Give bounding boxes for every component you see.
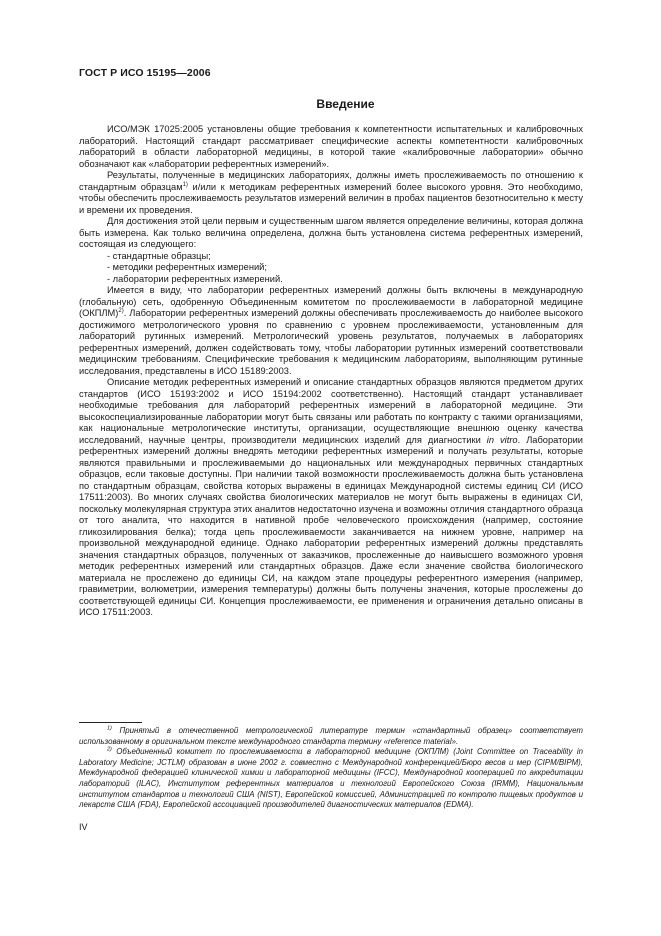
footnote-ref-1: 1) [182,181,188,188]
paragraph-2: Результаты, полученные в медицинских лабораториях, должны иметь прослеживаемость по отношению к стандартным образцам$^{1)}$ и/или к методикам референтных измерений более высокого уровня. Это необходимо, чтобы обеспечить прослеживаемость результатов измерений величин в пробах пациентов безотносительно к месту и времени их проведения. [79,170,583,215]
footnote-divider [79,722,142,723]
list-item: - методики референтных измерений; [107,262,267,272]
page-number: IV [79,822,88,832]
document-header: ГОСТ Р ИСО 15195—2006 [79,67,211,79]
section-title-text: Введение [316,97,375,111]
footnote-2: $^{2)}$ Объединенный комитет по прослеживаемости в лабораторной медицине (ОКПЛМ) (Joint Committee on Traceability in Laboratory Medicine; JCTLM) образован в июне 2002 г. совместно с Международной конференцией/Бюро весов и мер (CIPM/BIPM), Международной федерацией клинической химии и лабораторной медицины (IFCC), Международной кооперацией по аккредитации лабораторий (ILAC), Институтом референтных материалов и технологий Европейского Союза (IRMM), Национальным институтом стандартов и технологий США (NIST), Европейской комиссией, Администрацией по контролю пищевых продуктов и лекарств США (FDA), Европейской ассоциацией производителей диагностических материалов (EDMA). [79,746,583,810]
paragraph-4: Имеется в виду, что лаборатории референтных измерений должны быть включены в международную (глобальную) сеть, одобренную Объединенным комитетом по прослеживаемости в лабораторной медицине (ОКПЛМ)$^{2)}$. Лаборатории референтных измерений должны обеспечивать прослеживаемость до наиболее высокого достижимого метрологического уровня по сравнению с уровнем прослеживаемости, установленным для лабораторий рутинных измерений. Метрологический уровень результатов, получаемых в лабораториях референтных измерений, должен содействовать тому, чтобы лаборатории рутинных измерений соответствовали медицинским требованиям. Специфические требования к медицинским лабораториям, выполняющим рутинные исследования, представлены в ИСО 15189:2003. [79,285,583,376]
footnote-1: $^{1)}$ Принятый в отечественной метрологической литературе термин «стандартный образец» соответствует использованному в оригинальном тексте международного стандарта термину «reference material». [79,725,583,746]
list-item: - лаборатории референтных измерений. [107,273,283,284]
paragraph-5: Описание методик референтных измерений и описание стандартных образцов являются предметом других стандартов (ИСО 15193:2002 и ИСО 15194:2002 соответственно). Настоящий стандарт устанавливает необходимые требования для лабораторий референтных измерений в лабораторной медицине. Эти высокоспециализированные лаборатории могут быть связаны или работать по контракту с такими организациями, как национальные метрологические институты, организации, осуществляющие внешнюю оценку качества исследований, научные центры, производители медицинских изделий для диагностики in vitro. Лаборатории референтных измерений должны внедрять методики референтных измерений и получать результаты, которые являются правильными и прослеживаемыми до национальных или международных первичных стандартных образцов, если таковые доступны. При наличии такой возможности прослеживаемость должна быть установлена по стандартным образцам, свойства которых выражены в единицах Международной системы единиц СИ (ИСО 17511:2003). Во многих случаях свойства биологических материалов не могут быть выражены в единицах СИ, поскольку молекулярная структура этих аналитов недостаточно изучена и возможны отличия стандартного образца от того аналита, что находится в нативной пробе человеческого происхождения (например, состояние гликозилирования белка); тогда цепь прослеживаемости заканчивается на нижнем уровне, например на произвольной международной единице. Однако лаборатории референтных измерений должны представлять значения стандартных образцов, полученных от заказчиков, прослеженные до наивысшего возможного уровня методик референтных измерений или стандартных образцов. Даже если значение свойства биологического материала не прослежено до единицы СИ, на каждом этапе процедуры референтного измерения (например, гравиметрии, волюметрии, измерения температуры) должны быть получены значения, которые прослежены до соответствующей единицы СИ. Концепция прослеживаемости, ее применения и ограничения детально описаны в ИСО 17511:2003. [79,377,583,617]
footnote-ref-2: 2) [118,307,124,314]
footnotes [79,726,583,811]
section-title [0,97,661,111]
main-text [79,124,583,619]
list-item: - стандартные образцы; [107,250,211,261]
paragraph-3: Для достижения этой цели первым и существенным шагом является определение величины, которая должна быть измерена. Как только величина определена, должна быть установлена система референтных измерений, состоящая из следующего: [79,216,583,249]
paragraph-1: ИСО/МЭК 17025:2005 установлены общие требования к компетентности испытательных и калибровочных лабораторий. Настоящий стандарт рассматривает специфические аспекты компетентности калибровочных лабораторий в области лабораторной медицины, в которой такие «калибровочные лаборатории» обычно обозначают как «лаборатории референтных измерений». [79,124,583,169]
